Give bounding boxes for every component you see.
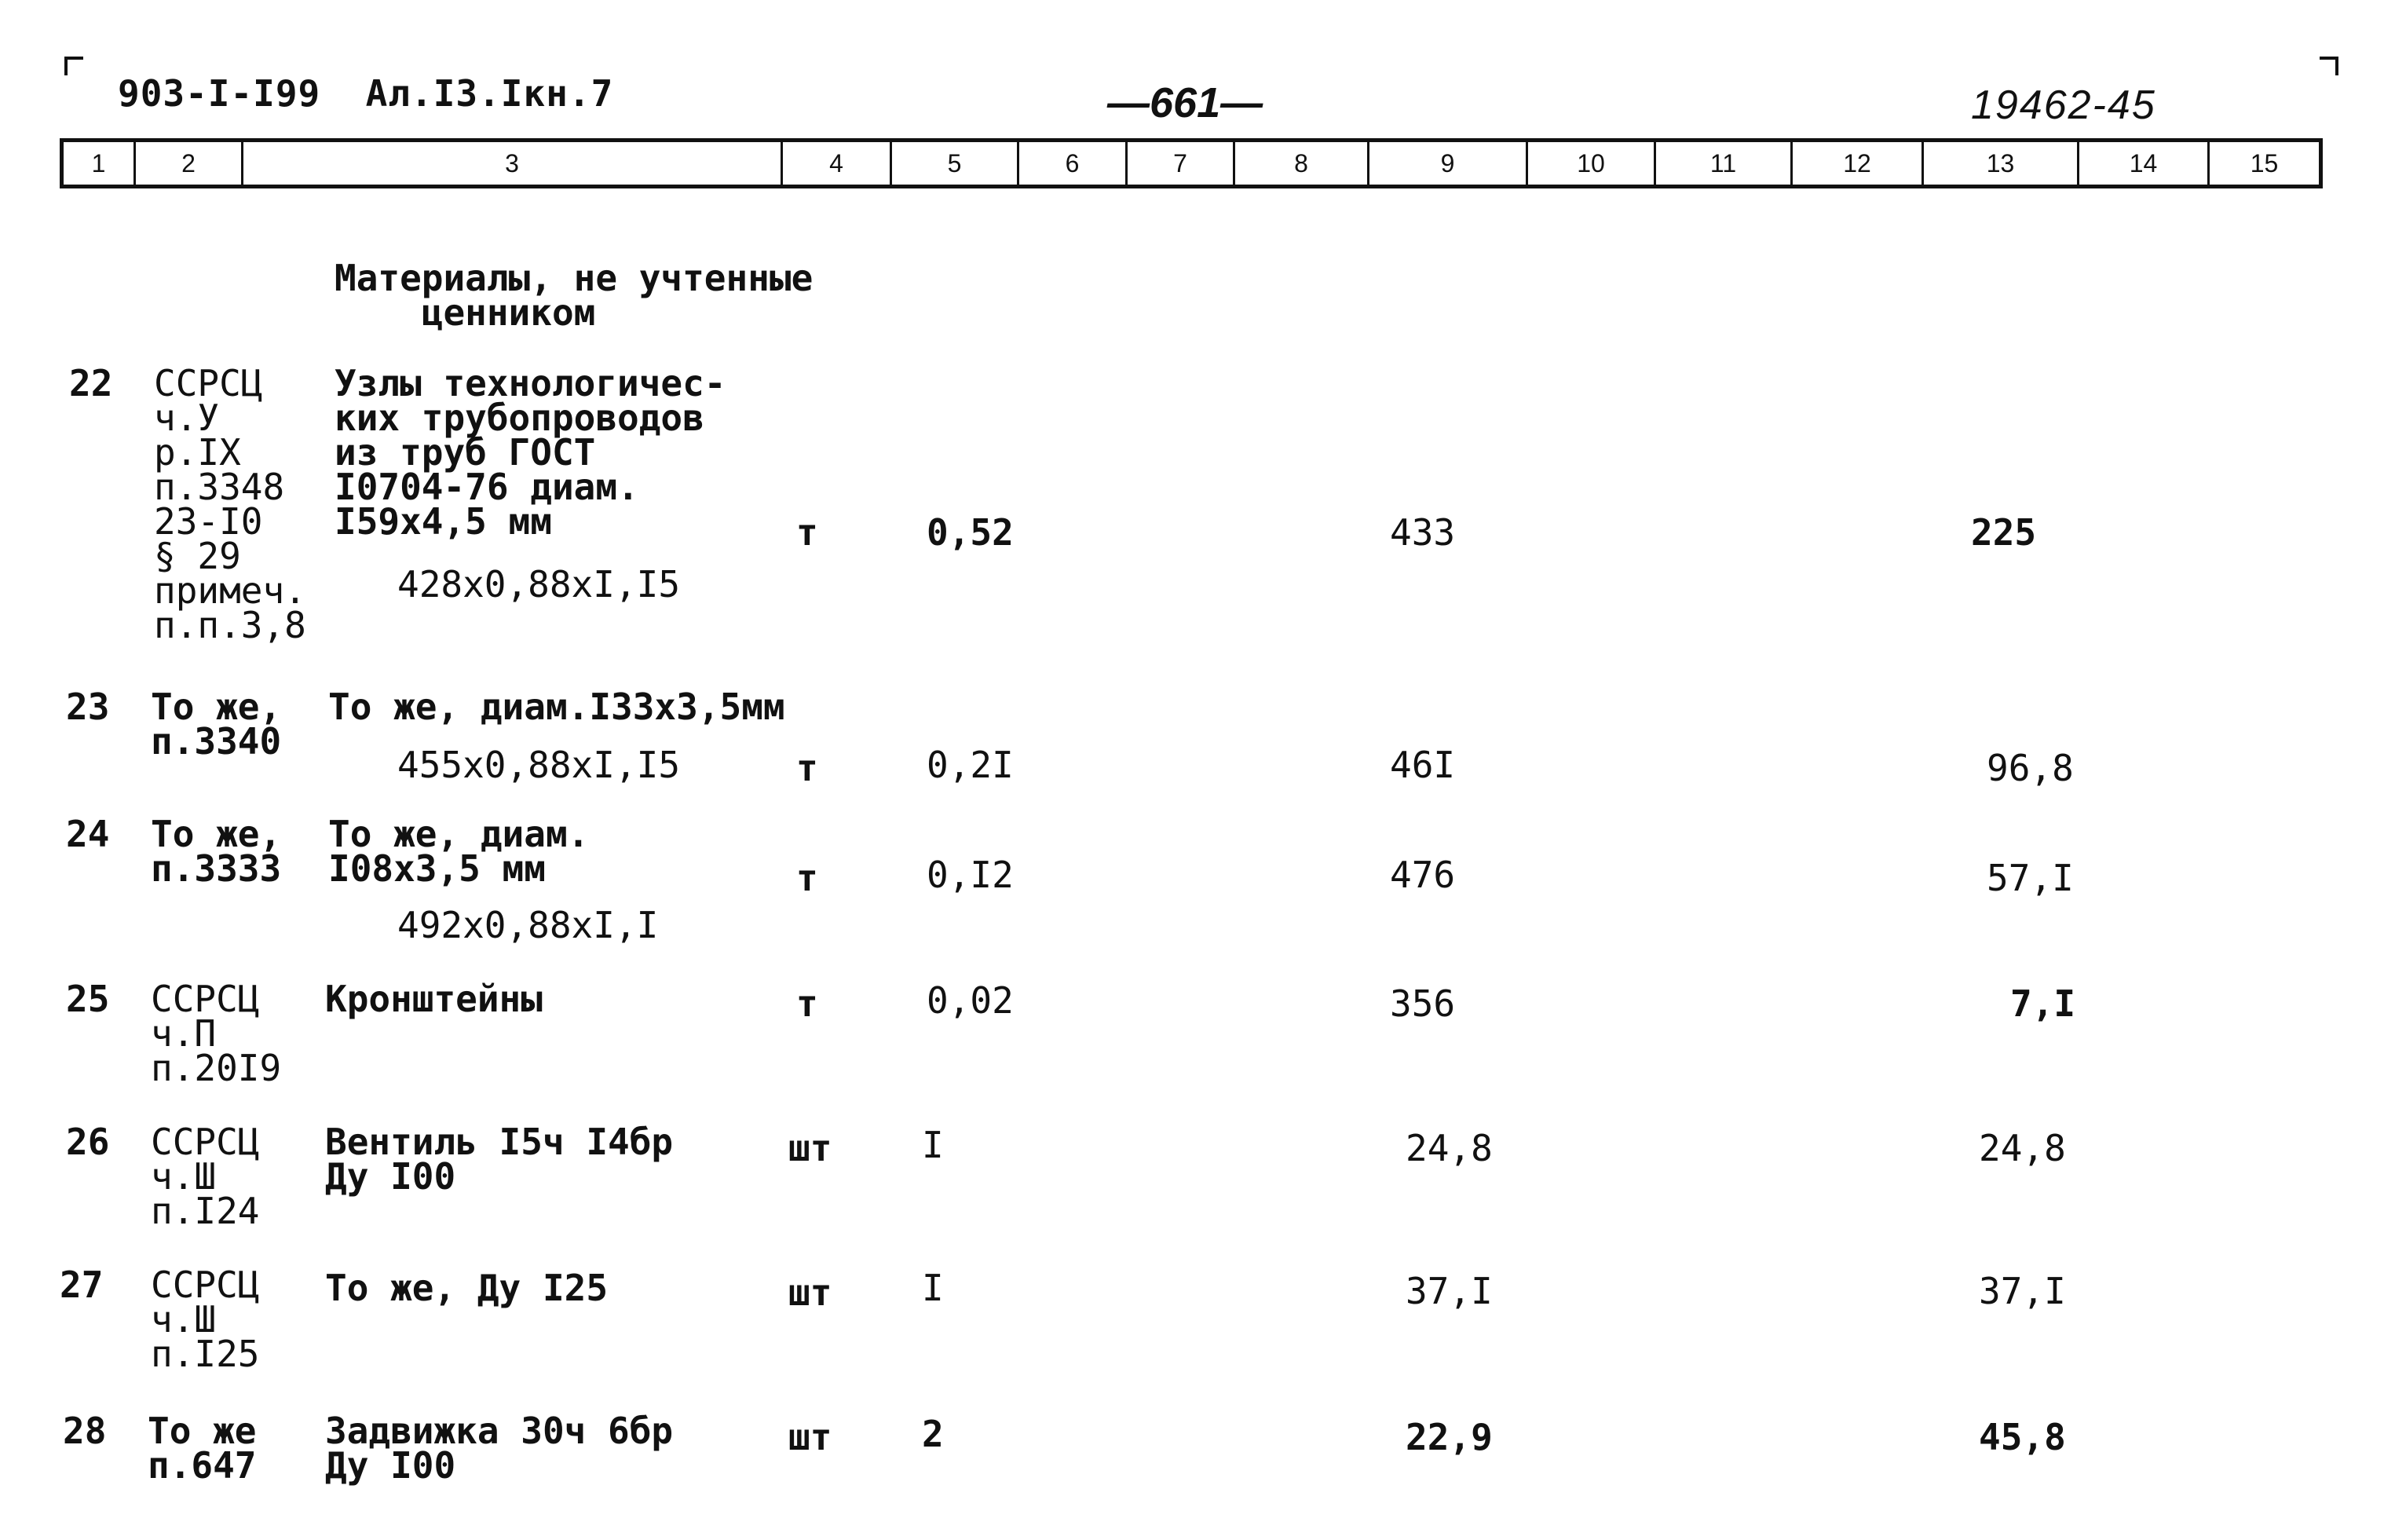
row-name: Вентиль I5ч I4бр Ду I00 bbox=[325, 1121, 674, 1198]
column-header-bar bbox=[60, 138, 2323, 188]
row-quantity: 0,52 bbox=[927, 511, 1014, 554]
row-quantity: 0,2I bbox=[927, 744, 1014, 786]
column-number: 1 bbox=[64, 142, 136, 185]
column-number: 9 bbox=[1369, 142, 1528, 185]
row-total: 7,I bbox=[2010, 982, 2076, 1025]
row-number: 24 bbox=[66, 813, 110, 855]
column-number: 6 bbox=[1019, 142, 1128, 185]
column-number: 2 bbox=[136, 142, 243, 185]
row-unit-price: 22,9 bbox=[1406, 1416, 1493, 1458]
row-calculation: 455x0,88xI,I5 bbox=[397, 744, 681, 786]
row-unit-price: 356 bbox=[1390, 982, 1456, 1025]
row-reference: ССРСЦ ч.Ш п.I25 bbox=[151, 1264, 260, 1375]
row-quantity: 2 bbox=[922, 1413, 944, 1455]
column-number: 15 bbox=[2250, 148, 2279, 177]
row-calculation: 428x0,88xI,I5 bbox=[397, 563, 681, 605]
row-reference: То же п.647 bbox=[148, 1410, 257, 1487]
row-reference: То же, п.3340 bbox=[151, 686, 282, 763]
row-unit: шт bbox=[788, 1271, 832, 1314]
row-unit: шт bbox=[788, 1416, 832, 1458]
column-number: 13 bbox=[1924, 142, 2079, 185]
row-calculation: 492x0,88xI,I bbox=[397, 904, 659, 946]
row-name: Задвижка 30ч 6бр Ду I00 bbox=[325, 1410, 674, 1487]
row-name: То же, Ду I25 bbox=[325, 1267, 609, 1309]
row-name: То же, диам.I33x3,5мм bbox=[328, 686, 785, 728]
row-reference: ССРСЦ ч.У р.IX п.3348 23-I0 § 29 примеч. п.п.3,8 bbox=[154, 362, 306, 646]
column-number: 12 bbox=[1793, 142, 1924, 185]
column-number: 3 bbox=[243, 142, 783, 185]
column-number: 4 bbox=[783, 142, 892, 185]
row-unit-price: 433 bbox=[1390, 511, 1456, 554]
row-unit-price: 37,I bbox=[1406, 1270, 1493, 1312]
row-total: 96,8 bbox=[1987, 747, 2074, 789]
album-label: Ал.I3.Iкн.7 bbox=[365, 72, 614, 115]
corner-mark-top-right bbox=[2320, 57, 2338, 75]
row-number: 28 bbox=[63, 1410, 107, 1452]
row-number: 26 bbox=[66, 1121, 110, 1163]
row-reference: ССРСЦ ч.Ш п.I24 bbox=[151, 1121, 260, 1232]
row-unit-price: 476 bbox=[1390, 854, 1456, 896]
page-number: —661— bbox=[1107, 79, 1263, 126]
row-unit: т bbox=[796, 511, 818, 554]
row-number: 23 bbox=[66, 686, 110, 728]
column-number: 8 bbox=[1235, 142, 1369, 185]
doc-code: 903-I-I99 Ал.I3.Iкн.7 bbox=[118, 72, 614, 115]
row-unit-price: 46I bbox=[1390, 744, 1456, 786]
row-unit: т bbox=[796, 982, 818, 1025]
row-unit-price: 24,8 bbox=[1406, 1127, 1493, 1169]
row-quantity: 0,02 bbox=[927, 979, 1014, 1022]
corner-mark-top-left bbox=[64, 57, 83, 75]
row-name: То же, диам. I08x3,5 мм bbox=[328, 813, 590, 890]
row-unit: т bbox=[796, 857, 818, 899]
row-quantity: I bbox=[922, 1267, 944, 1309]
row-total: 57,I bbox=[1987, 857, 2074, 899]
row-quantity: 0,I2 bbox=[927, 854, 1014, 896]
row-name: Узлы технологичес- ких трубопроводов из труб ГОСТ I0704-76 диам. I59x4,5 мм bbox=[335, 362, 726, 543]
section-title: Материалы, не учтенные ценником bbox=[335, 257, 814, 334]
column-number: 5 bbox=[892, 142, 1019, 185]
row-total: 225 bbox=[1971, 511, 2037, 554]
row-unit: т bbox=[796, 747, 818, 789]
inventory-number: 19462-45 bbox=[1971, 82, 2156, 128]
row-total: 37,I bbox=[1979, 1270, 2066, 1312]
row-total: 45,8 bbox=[1979, 1416, 2066, 1458]
row-reference: То же, п.3333 bbox=[151, 813, 282, 890]
row-number: 22 bbox=[69, 362, 113, 404]
column-number: 7 bbox=[1128, 142, 1235, 185]
column-number: 10 bbox=[1528, 142, 1656, 185]
row-number: 25 bbox=[66, 978, 110, 1020]
row-quantity: I bbox=[922, 1124, 944, 1166]
row-name: Кронштейны bbox=[325, 978, 543, 1020]
row-unit: шт bbox=[788, 1127, 832, 1169]
row-total: 24,8 bbox=[1979, 1127, 2066, 1169]
column-number: 14 bbox=[2079, 142, 2210, 185]
column-number: 11 bbox=[1656, 142, 1793, 185]
row-reference: ССРСЦ ч.П п.20I9 bbox=[151, 978, 282, 1089]
row-number: 27 bbox=[60, 1264, 104, 1306]
